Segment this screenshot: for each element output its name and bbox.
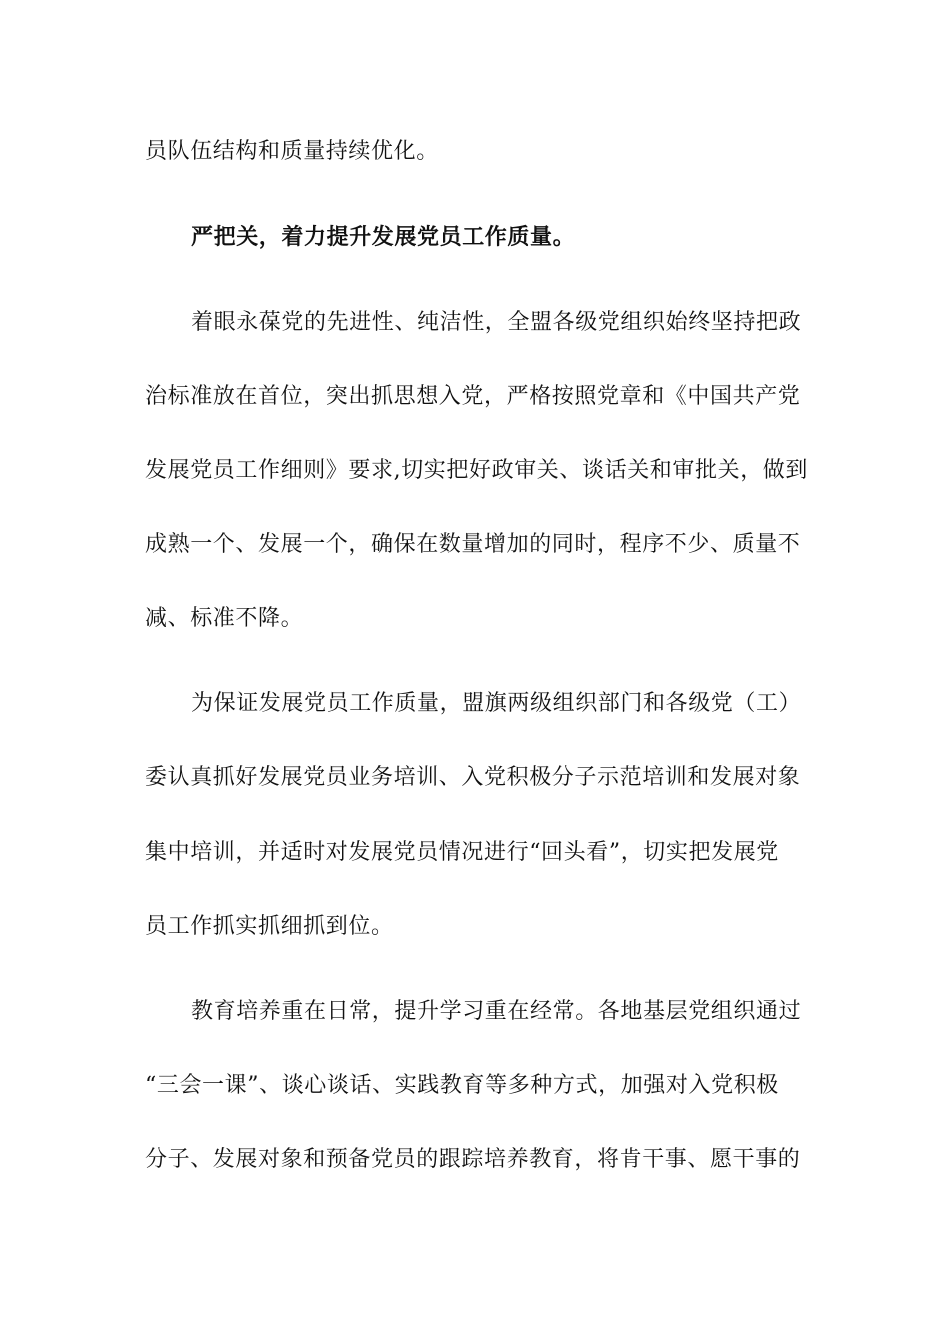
text-line-8: 为保证发展党员工作质量，盟旗两级组织部门和各级党（工） [191, 691, 802, 716]
section-heading: 严把关，着力提升发展党员工作质量。 [191, 225, 576, 250]
text-line-12: 教育培养重在日常，提升学习重在经常。各地基层党组织通过 [191, 999, 802, 1024]
text-line-7: 减、标准不降。 [145, 606, 304, 631]
text-line-14: 分子、发展对象和预备党员的跟踪培养教育，将肯干事、愿干事的 [145, 1147, 801, 1172]
text-line-1: 员队伍结构和质量持续优化。 [145, 139, 439, 164]
text-line-5: 发展党员工作细则》要求,切实把好政审关、谈话关和审批关，做到 [145, 458, 808, 483]
text-line-6: 成熟一个、发展一个，确保在数量增加的同时，程序不少、质量不 [145, 532, 801, 557]
text-line-4: 治标准放在首位，突出抓思想入党，严格按照党章和《中国共产党 [145, 384, 801, 409]
text-line-10: 集中培训，并适时对发展党员情况进行“回头看”，切实把发展党 [145, 840, 779, 865]
text-line-3: 着眼永葆党的先进性、纯洁性，全盟各级党组织始终坚持把政 [191, 310, 802, 335]
text-line-11: 员工作抓实抓细抓到位。 [145, 914, 394, 939]
text-line-13: “三会一课”、谈心谈话、实践教育等多种方式，加强对入党积极 [145, 1073, 779, 1098]
text-line-9: 委认真抓好发展党员业务培训、入党积极分子示范培训和发展对象 [145, 765, 801, 790]
